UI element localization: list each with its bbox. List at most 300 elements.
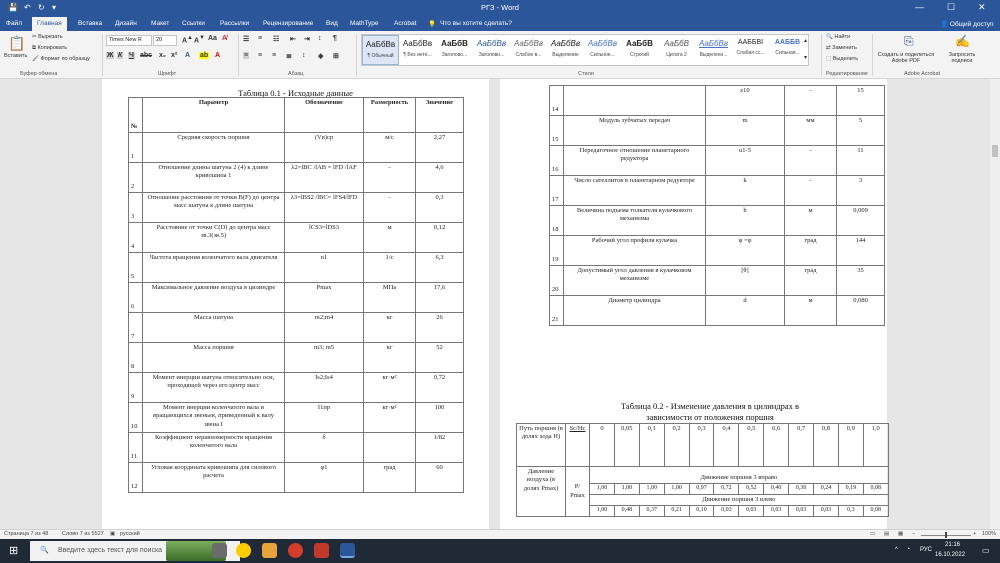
file-explorer-icon[interactable] <box>262 543 277 558</box>
yandex-browser-icon[interactable] <box>236 543 251 558</box>
document-area <box>0 79 1000 529</box>
table1-body <box>129 133 464 493</box>
clock-time[interactable]: 21:16 <box>945 542 961 548</box>
editing-group-label: Редактирование <box>826 71 868 77</box>
symbol-cell: δ <box>285 433 364 463</box>
tab-file[interactable]: Файл <box>6 20 22 27</box>
row-number: 21 <box>550 296 564 326</box>
pressure-value-cell: 0,30 <box>789 484 814 495</box>
acrobat-group-label: Adobe Acrobat <box>904 71 941 77</box>
pressure-value-cell: 0,03 <box>814 506 839 517</box>
grow-font-button[interactable]: A▲ <box>182 35 193 45</box>
value-cell: 11 <box>837 146 885 176</box>
pressure-value-cell: 0,3 <box>838 506 863 517</box>
table-row <box>129 223 464 253</box>
style-name: Сильная... <box>775 50 800 56</box>
line-spacing-icon[interactable]: ↕ <box>302 52 306 59</box>
unit-cell: град <box>364 463 416 493</box>
style-intense-reference[interactable] <box>769 35 806 65</box>
table2-positions-row <box>517 424 889 467</box>
symbol-cell: (Vв)ср <box>285 133 364 163</box>
param-cell: Масса шатуна <box>143 313 285 343</box>
font-size-select[interactable]: 20 <box>153 35 177 46</box>
row-number: 14 <box>550 86 564 116</box>
param-cell: Частота вращения коленчатого вала двигателя <box>143 253 285 283</box>
col-header-unit: Размерность <box>364 98 416 133</box>
pressure-value-cell: 0,03 <box>739 506 764 517</box>
col-header-symbol: Обозначение <box>285 98 364 133</box>
tab-view[interactable]: Вид <box>326 20 338 27</box>
style-subtle-emphasis[interactable] <box>510 35 547 65</box>
align-center-icon[interactable]: ≡ <box>258 52 263 59</box>
unit-cell: кг·м² <box>364 403 416 433</box>
row-number: 5 <box>129 253 143 283</box>
select-label: Выделить <box>832 56 859 62</box>
unit-cell: - <box>785 86 837 116</box>
pressure-value-cell: 1,00 <box>590 506 615 517</box>
paste-button[interactable]: Вставить <box>4 53 28 59</box>
pilcrow-icon[interactable]: ¶ <box>333 35 337 42</box>
word-taskbar-icon[interactable] <box>340 543 355 558</box>
pressure-value-cell: 0,97 <box>689 484 714 495</box>
shading-icon[interactable]: ◈ <box>318 53 324 60</box>
share-button[interactable] <box>940 20 994 28</box>
tab-mathtype[interactable]: MathType <box>350 20 379 27</box>
table-row <box>550 116 885 146</box>
param-cell: Момент инерции коленчатого вала и вращающихся звеньев, приведенный к валу звена I <box>143 403 285 433</box>
styles-group-label: Стили <box>578 71 594 77</box>
tab-mailings[interactable]: Рассылки <box>220 20 250 27</box>
table-row <box>129 193 464 223</box>
close-button[interactable]: ✕ <box>978 2 986 12</box>
row-number: 11 <box>129 433 143 463</box>
pressure-value-cell: 0,10 <box>689 506 714 517</box>
table-row <box>129 433 464 463</box>
param-cell: Максимальное давление воздуха в цилиндре <box>143 283 285 313</box>
page-counter[interactable]: Страница 7 из 48 <box>4 531 49 537</box>
row-number: 9 <box>129 373 143 403</box>
pressure-value-cell: 0,24 <box>814 484 839 495</box>
symbol-cell: h <box>706 206 785 236</box>
move-right-label: Движение поршня 3 вправо <box>590 467 889 484</box>
style-preview: ААББВІ <box>737 39 764 46</box>
cut-label: Вырезать <box>38 34 63 40</box>
table-row <box>550 206 885 236</box>
param-cell <box>564 86 706 116</box>
unit-cell <box>364 433 416 463</box>
symbol-cell: n1 <box>285 253 364 283</box>
replace-icon: ⇄ <box>826 45 833 51</box>
zoom-level[interactable]: 100% <box>982 531 997 537</box>
style-preview: АаБбВв <box>476 39 506 48</box>
style-name: Заголово... <box>478 52 505 58</box>
symbol-cell: λ2=lBC /lAB = lFD /lAF <box>285 163 364 193</box>
style-preview: АаБбВв <box>550 39 580 48</box>
table2-caption-line1: Таблица 0.2 - Изменение давления в цилиндрах в <box>620 401 800 411</box>
symbol-cell: m3; m5 <box>285 343 364 373</box>
row-number: 16 <box>550 146 564 176</box>
paragraph-group-label: Абзац <box>288 71 304 77</box>
table-row <box>129 313 464 343</box>
style-intense-emphasis[interactable] <box>584 35 621 65</box>
divider <box>102 34 103 76</box>
value-cell: 1/82 <box>416 433 464 463</box>
row-number: 6 <box>129 283 143 313</box>
symbol-cell: Pmax <box>285 283 364 313</box>
unit-cell: град <box>785 266 837 296</box>
share-label: Общий доступ <box>949 21 994 28</box>
font-name-select[interactable]: Times New R <box>106 35 152 46</box>
search-icon: 🔍 <box>826 34 835 40</box>
replace-button[interactable] <box>826 45 857 51</box>
style-preview: АаБбВв <box>587 39 617 48</box>
table-row <box>129 343 464 373</box>
style-name: Заголово... <box>441 52 468 58</box>
symbol-cell: [θ] <box>706 266 785 296</box>
style-normal[interactable] <box>362 35 399 65</box>
borders-icon[interactable]: ⊞ <box>333 53 339 60</box>
unit-cell: - <box>785 176 837 206</box>
title-bar <box>0 0 1000 17</box>
style-no-spacing[interactable] <box>399 35 436 65</box>
signature-icon: ✍ <box>955 34 970 48</box>
tray-chevron-icon[interactable]: ^ <box>895 547 898 553</box>
divider <box>238 34 239 76</box>
value-cell: 6,3 <box>416 253 464 283</box>
pressure-value-cell: 0,48 <box>614 506 639 517</box>
scrollbar-thumb[interactable] <box>992 145 998 157</box>
divider <box>872 34 873 76</box>
styles-more-icon[interactable]: ▾ <box>804 55 808 61</box>
row-number: 12 <box>129 463 143 493</box>
customize-qat-icon[interactable]: ▾ <box>52 3 57 12</box>
tab-review[interactable]: Рецензирование <box>263 20 314 27</box>
tab-layout[interactable]: Макет <box>151 20 170 27</box>
style-preview: АаБбВв <box>513 39 543 48</box>
proofing-icon[interactable]: ▣ <box>110 531 116 537</box>
symbol-cell: λ3=lBS2 /lBC= lFS4/lFD <box>285 193 364 223</box>
symbol-cell: Is2;Is4 <box>285 373 364 403</box>
row-number: 3 <box>129 193 143 223</box>
value-cell: 5 <box>837 116 885 146</box>
row-number: 18 <box>550 206 564 236</box>
col-header-value: Значение <box>416 98 464 133</box>
paste-icon[interactable]: 📋 <box>8 35 26 51</box>
symbol-cell: m2;m4 <box>285 313 364 343</box>
tab-acrobat[interactable]: Acrobat <box>394 20 417 27</box>
multilevel-icon[interactable]: ☷ <box>273 36 280 43</box>
zoom-slider-handle[interactable] <box>945 532 947 538</box>
position-cell: 0,9 <box>838 424 863 467</box>
clear-format-icon[interactable]: A̸ <box>222 35 228 42</box>
table-row <box>550 176 885 206</box>
search-icon: 🔍 <box>40 547 49 554</box>
pressure-value-cell: 0,52 <box>739 484 764 495</box>
tab-references[interactable]: Ссылки <box>182 20 205 27</box>
col-header-parameter: Параметр <box>143 98 285 133</box>
network-icon[interactable]: ◔ <box>906 546 911 553</box>
task-view-icon[interactable] <box>212 543 227 558</box>
cursor-icon: ⬚ <box>826 56 833 62</box>
taskbar-search-placeholder: Введите здесь текст для поиска <box>58 547 163 554</box>
pressure-value-cell: 1,00 <box>664 484 689 495</box>
numbering-icon[interactable]: ≡ <box>258 35 263 42</box>
chrome-icon[interactable] <box>288 543 303 558</box>
style-name: Выделенн... <box>699 52 728 58</box>
table1 <box>128 97 464 493</box>
symbol-cell: z10 <box>706 86 785 116</box>
param-cell: Расстояние от точки C(D) до центра масс зв.3(зв.5) <box>143 223 285 253</box>
style-name: ¶ Обычный <box>367 53 394 59</box>
maximize-button[interactable]: ☐ <box>947 2 956 12</box>
bold-button[interactable]: Ж <box>107 52 114 59</box>
value-cell: 2,27 <box>416 133 464 163</box>
value-cell: 15 <box>837 86 885 116</box>
row-number: 8 <box>129 343 143 373</box>
row-number: 15 <box>550 116 564 146</box>
create-pdf-button[interactable]: Создать и поделиться Adobe PDF <box>877 52 935 65</box>
style-emphasis[interactable] <box>547 35 584 65</box>
replace-label: Заменить <box>832 45 857 51</box>
page-left <box>102 79 489 529</box>
align-right-icon[interactable]: ≡ <box>272 52 277 59</box>
window-title: РГЗ - Word <box>481 3 519 12</box>
increase-indent-icon[interactable]: ⇥ <box>304 36 310 43</box>
row-number: 19 <box>550 236 564 266</box>
table-header-row <box>129 98 464 133</box>
unit-cell: м <box>785 296 837 326</box>
table-row <box>550 86 885 116</box>
style-quote2[interactable] <box>658 35 695 65</box>
style-preview: АаБбВ <box>441 39 468 48</box>
position-cell: 1,0 <box>863 424 888 467</box>
value-cell: 35 <box>837 266 885 296</box>
row-number: 20 <box>550 266 564 296</box>
style-name: Сильное... <box>590 52 615 58</box>
italic-button[interactable]: К <box>118 52 123 59</box>
select-button[interactable] <box>826 56 858 62</box>
param-cell: Отношение расстояния от точки B(F) до центра масс шатуна к длине шатуна <box>143 193 285 223</box>
value-cell: 0,12 <box>416 223 464 253</box>
zoom-in-icon[interactable]: + <box>973 531 977 537</box>
format-painter-button[interactable] <box>32 56 90 62</box>
table2-caption-line2: зависимости от положения поршня <box>646 412 774 422</box>
tell-me-input[interactable]: Что вы хотите сделать? <box>440 20 512 27</box>
pdf-icon: ⎘ <box>904 34 914 48</box>
divider <box>356 34 357 76</box>
font-color-icon[interactable]: A <box>215 52 221 59</box>
unit-cell: м <box>785 206 837 236</box>
style-heading2[interactable] <box>473 35 510 65</box>
value-cell: 144 <box>837 236 885 266</box>
zoom-out-icon[interactable]: − <box>912 531 916 537</box>
styles-gallery <box>361 34 809 66</box>
pressure-label-cell: Давление воздуха (в долях Pmax) <box>517 467 566 517</box>
unit-cell: м/с <box>364 133 416 163</box>
tab-insert[interactable]: Вставка <box>78 20 103 27</box>
justify-icon[interactable]: ≣ <box>286 53 292 60</box>
row-number: 1 <box>129 133 143 163</box>
pressure-value-cell: 1,00 <box>614 484 639 495</box>
position-cell: 0,7 <box>789 424 814 467</box>
unit-cell: - <box>785 146 837 176</box>
request-signatures-button[interactable]: Запросить подписи <box>948 52 976 65</box>
unit-cell: 1/с <box>364 253 416 283</box>
strikethrough-button[interactable]: abc <box>140 52 153 59</box>
style-heading1[interactable] <box>436 35 473 65</box>
position-cell: 0,2 <box>664 424 689 467</box>
position-cell: 0,6 <box>764 424 789 467</box>
copy-button[interactable] <box>32 45 67 52</box>
language-indicator[interactable]: русский <box>120 531 140 537</box>
param-cell: Средняя скорость поршня <box>143 133 285 163</box>
position-cell: 0 <box>590 424 615 467</box>
windows-start-icon[interactable]: ⊞ <box>9 545 19 557</box>
table-row <box>550 146 885 176</box>
position-cell: 0,05 <box>614 424 639 467</box>
unit-cell: град <box>785 236 837 266</box>
table-row <box>550 296 885 326</box>
sort-icon[interactable]: ↕ <box>318 35 322 42</box>
taskbar <box>0 539 1000 563</box>
row-number: 2 <box>129 163 143 193</box>
style-preview: ААББВ <box>774 39 801 46</box>
style-name: Строгий <box>630 52 649 58</box>
unit-cell: кг <box>364 343 416 373</box>
param-cell: Момент инерции шатуна относительно оси, проходящей через его центр масс <box>143 373 285 403</box>
tab-home[interactable]: Главная <box>32 17 67 31</box>
clipboard-group-label: Буфер обмена <box>20 71 58 77</box>
highlight-icon[interactable]: ab <box>200 52 209 59</box>
param-cell: Масса поршня <box>143 343 285 373</box>
row-number: 10 <box>129 403 143 433</box>
style-name: Выделение <box>552 52 579 58</box>
pressure-value-cell: 0,19 <box>838 484 863 495</box>
position-cell: 0,5 <box>739 424 764 467</box>
style-subtle-reference[interactable] <box>732 35 769 65</box>
underline-button[interactable]: Ч <box>129 52 134 59</box>
col-header-number: № <box>129 98 143 133</box>
param-cell: Отношение длины шатуна 2 (4) к длине кривошипа 1 <box>143 163 285 193</box>
undo-icon[interactable]: ↶ <box>24 3 31 12</box>
pressure-value-cell: 0,21 <box>664 506 689 517</box>
change-case-button[interactable]: Aa <box>208 35 217 42</box>
table-row <box>129 373 464 403</box>
redo-icon[interactable]: ↻ <box>38 3 45 12</box>
word-counter[interactable]: Слово 7 из 5527 <box>62 531 104 537</box>
value-cell: 0,080 <box>837 296 885 326</box>
align-left-icon[interactable]: ≡ <box>244 52 249 59</box>
pressure-value-cell: 0,03 <box>789 506 814 517</box>
table1-continued <box>549 85 885 326</box>
value-cell: 0,3 <box>416 193 464 223</box>
font-group-label: Шрифт <box>158 71 177 77</box>
position-cell: 0,3 <box>689 424 714 467</box>
value-cell: 52 <box>416 343 464 373</box>
notifications-icon[interactable]: ▭ <box>982 546 990 555</box>
style-name: Слабое в... <box>515 52 542 58</box>
position-cell: 0,1 <box>639 424 664 467</box>
pressure-value-cell: 0,72 <box>714 484 739 495</box>
value-cell: 0,009 <box>837 206 885 236</box>
cut-button[interactable] <box>32 34 63 40</box>
brush-icon: 🖌 <box>32 56 41 62</box>
unit-cell: кг <box>364 313 416 343</box>
vertical-scrollbar[interactable] <box>990 79 1000 529</box>
table1-continued-body <box>550 86 885 326</box>
text-effects-icon[interactable]: A <box>185 52 191 59</box>
pressure-value-cell: 0,03 <box>764 506 789 517</box>
style-preview: АаБбВв <box>365 40 396 49</box>
divider <box>821 34 822 76</box>
web-layout-icon[interactable]: ▦ <box>898 531 904 537</box>
decrease-indent-icon[interactable]: ⇤ <box>290 36 296 43</box>
param-cell: Диаметр цилиндра <box>564 296 706 326</box>
row-number: 4 <box>129 223 143 253</box>
style-preview: АаБбВв <box>698 39 728 48</box>
value-cell: 3 <box>837 176 885 206</box>
param-cell: Передаточное отношение планетарного редуктора <box>564 146 706 176</box>
table-row <box>129 133 464 163</box>
table-row <box>129 463 464 493</box>
table-row <box>129 283 464 313</box>
pressure-value-cell: 0,08 <box>863 484 888 495</box>
style-name: ¶ Без инте... <box>403 52 432 58</box>
param-cell: Коэффициент неравномерности вращения коленчатого вала <box>143 433 285 463</box>
minimize-button[interactable]: — <box>915 2 924 12</box>
position-cell: 0,8 <box>814 424 839 467</box>
symbol-cell: φ1 <box>285 463 364 493</box>
value-cell: 60 <box>416 463 464 493</box>
subscript-button[interactable]: x₂ <box>159 52 167 59</box>
symbol-cell: ψ =φ <box>706 236 785 266</box>
save-icon[interactable]: 💾 <box>8 3 18 12</box>
table2-move-right-row <box>517 467 889 484</box>
pressure-value-cell: 1,00 <box>639 484 664 495</box>
unit-cell: мм <box>785 116 837 146</box>
pressure-value-cell: 0,37 <box>639 506 664 517</box>
print-layout-icon[interactable]: ▤ <box>884 531 890 537</box>
style-strong[interactable] <box>621 35 658 65</box>
bullets-icon[interactable]: ☰ <box>243 36 250 43</box>
shrink-font-button[interactable]: A▼ <box>194 35 205 45</box>
pressure-value-cell: 0,03 <box>714 506 739 517</box>
value-cell: 100 <box>416 403 464 433</box>
pressure-value-cell: 0,40 <box>764 484 789 495</box>
find-button[interactable] <box>826 34 850 40</box>
row-number: 17 <box>550 176 564 206</box>
symbol-cell: I1пр <box>285 403 364 433</box>
format-painter-label: Формат по образцу <box>40 56 90 62</box>
styles-scroll-icon[interactable]: ▴ <box>804 38 808 44</box>
read-mode-icon[interactable]: ▭ <box>870 531 876 537</box>
style-name: Цитата 2 <box>666 52 687 58</box>
keyboard-language[interactable]: РУС <box>920 547 933 553</box>
symbol-cell: m <box>706 116 785 146</box>
style-intense-quote[interactable] <box>695 35 732 65</box>
table-row <box>129 403 464 433</box>
p-label-cell: P/ Pmax <box>566 467 590 517</box>
clock-date[interactable]: 16.10.2022 <box>935 552 966 558</box>
acrobat-icon[interactable] <box>314 543 329 558</box>
style-preview: АаБбВ <box>664 39 689 48</box>
unit-cell: кг·м² <box>364 373 416 403</box>
table-row <box>129 163 464 193</box>
param-cell: Число сателлитов в планетарном редукторе <box>564 176 706 206</box>
tab-design[interactable]: Дизайн <box>115 20 137 27</box>
style-preview: АаБбВ <box>626 39 653 48</box>
superscript-button[interactable]: x² <box>171 52 178 59</box>
